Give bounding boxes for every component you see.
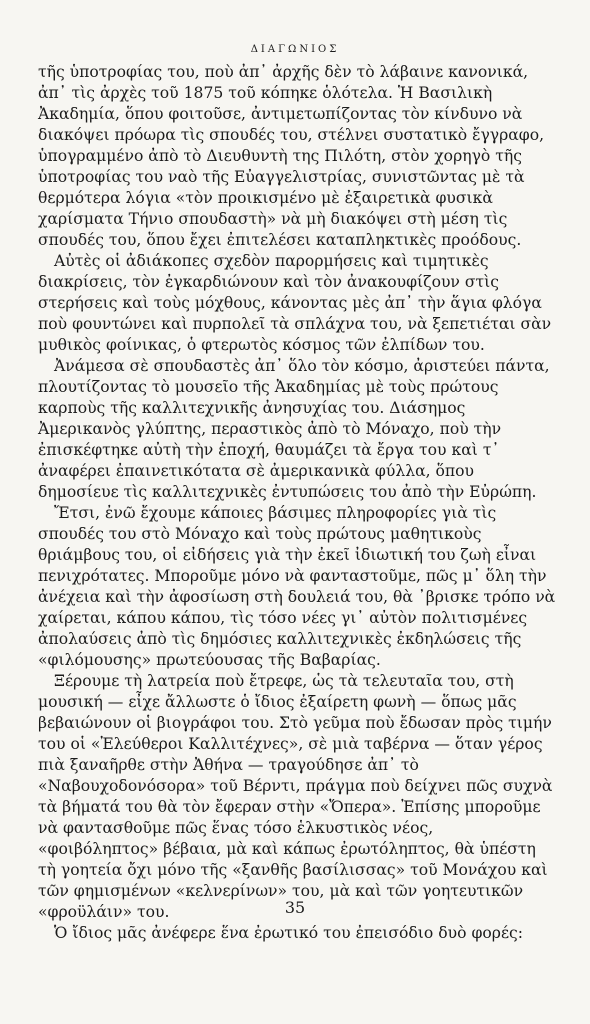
paragraph-6: Ὁ ἴδιος μᾶς ἀνέφερε ἕνα ἐρωτικό του ἐπεισόδιο δυὸ φορές: (54, 924, 524, 942)
running-head: ΔΙΑΓΩΝΙΟΣ (250, 44, 340, 55)
paragraph-1: τῆς ὑποτροφίας του, ποὺ ἀπ᾽ ἀρχῆς δὲν τὸ λάβαινε κανονικά, ἀπ᾽ τὶς ἀρχὲς τοῦ 1875 τοῦ κόπηκε ὁλότελα. Ἡ Βασιλικὴ Ἀκαδημία, ὅπου φοιτοῦσε, ἀντιμετωπίζοντας τὸν κίνδυνο νὰ διακόψει πρόωρα τὶς σπουδές του, στέλνει συστατικὸ ἔγγραφο, ὑπογραμμένο ἀπὸ τὸ Διευθυντὴ της Πιλότη, στὸν χορηγὸ τῆς ὑποτροφίας του ναὸ τῆς Εὐαγγελιστρίας, συνιστῶντας μὲ τὰ θερμότερα λόγια «τὸν προικισμένο μὲ ἐξαιρετικὰ φυσικὰ χαρίσματα Τήνιο σπουδαστὴ» νὰ μὴ διακόψει στὴ μέση τὶς σπουδές του, ὅπου ἔχει ἐπιτελέσει καταπληκτικὲς προόδους. (38, 63, 545, 249)
paragraph-5: Ξέρουμε τὴ λατρεία ποὺ ἔτρεφε, ὡς τὰ τελευταῖα του, στὴ μουσική — εἶχε ἄλλωστε ὁ ἴδιος ἐξαίρετη φωνὴ — ὅπως μᾶς βεβαιώνουν οἱ βιογράφοι του. Στὸ γεῦμα ποὺ ἔδωσαν πρὸς τιμήν του οἱ «Ἐλεύθεροι Καλλιτέχνες», σὲ μιὰ ταβέρνα — ὅταν γέρος πιὰ ξαναῆρθε στὴν Ἀθήνα — τραγούδησε ἀπ᾽ τὸ «Ναβουχοδονόσορα» τοῦ Βέρντι, πράγμα ποὺ δείχνει πῶς συχνὰ τὰ βήματά του θὰ τὸν ἔφεραν στὴν «Ὄπερα». Ἐπίσης μποροῦμε νὰ φαντασθοῦμε πῶς ἕνας τόσο ἑλκυστικὸς νέος, «φοιβόληπτος» βέβαια, μὰ καὶ κάπως ἐρωτόληπτος, θὰ ὑπέστη τὴ γοητεία ὄχι μόνο τῆς «ξανθῆς βασίλισσας» τοῦ Μονάχου καὶ τῶν φημισμένων «κελνερίνων» του, μὰ καὶ τῶν γοητευτικῶν «φροϋλάιν» του. (38, 672, 553, 921)
body-text (38, 62, 556, 944)
paragraph-3: Ἀνάμεσα σὲ σπουδαστὲς ἀπ᾽ ὅλο τὸν κόσμο, ἀριστεύει πάντα, πλουτίζοντας τὸ μουσεῖο τῆς Ἀκαδημίας μὲ τοὺς πρώτους καρποὺς τῆς καλλιτεχνικῆς ἀνησυχίας του. Διάσημος Ἀμερικανὸς γλύπτης, περαστικὸς ἀπὸ τὸ Μόναχο, ποὺ τὴν ἐπισκέφτηκε αὐτὴ τὴν ἐποχή, θαυμάζει τὰ ἔργα του καὶ τ᾽ ἀναφέρει ἐπαινετικότατα σὲ ἀμερικανικὰ φύλλα, ὅπου δημοσίευε τὶς καλλιτεχνικὲς ἐντυπώσεις του ἀπὸ τὴν Εὐρώπη. (38, 357, 550, 501)
paragraph-2: Αὐτὲς οἱ ἀδιάκοπες σχεδὸν παρορμήσεις καὶ τιμητικὲς διακρίσεις, τὸν ἐγκαρδιώνουν καὶ τὸν ἀνακουφίζουν στὶς στερήσεις καὶ τοὺς μόχθους, κάνοντας μὲς ἀπ᾽ τὴν ἅγια φλόγα ποὺ φουντώνει καὶ πυρπολεῖ τὰ σπλάχνα του, νὰ ξεπετιέται σὰν μυθικὸς φοίνικας, ὁ φτερωτὸς κόσμος τῶν ἐλπίδων του. (38, 252, 552, 354)
page-number: 35 (284, 898, 306, 917)
paragraph-4: Ἔτσι, ἐνῶ ἔχουμε κάποιες βάσιμες πληροφορίες γιὰ τὶς σπουδές του στὸ Μόναχο καὶ τοὺς πρώτους μαθητικοὺς θριάμβους του, οἱ εἰδήσεις γιὰ τὴν ἐκεῖ ἰδιωτική του ζωὴ εἶναι πενιχρότατες. Μποροῦμε μόνο νὰ φανταστοῦμε, πῶς μ᾽ ὅλη τὴν ἀνέχεια καὶ τὴν ἀφοσίωση στὴ δουλειά του, θὰ ᾽βρισκε τρόπο νὰ χαίρεται, κάπου κάπου, τὶς τόσο νέες γι᾽ αὐτὸν πολιτισμένες ἀπολαύσεις ἀπὸ τὶς δημόσιες καλλιτεχνικὲς ἐκδηλώσεις τῆς «φιλόμουσης» πρωτεύουσας τῆς Βαβαρίας. (38, 504, 556, 669)
